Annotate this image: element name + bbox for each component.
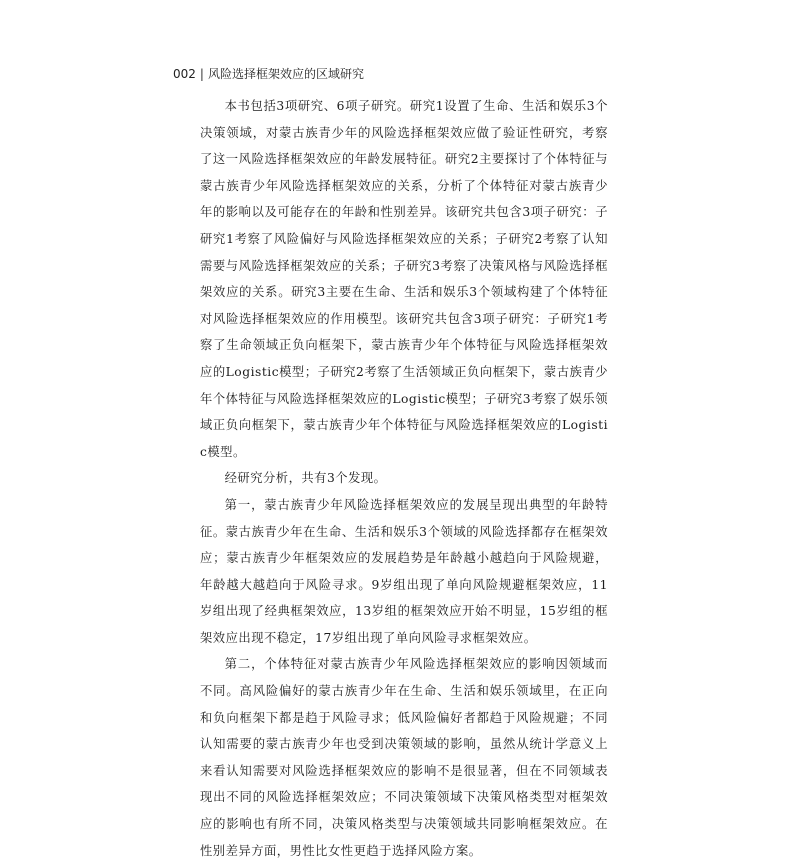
running-header — [173, 66, 364, 82]
paragraph-finding-2: 第二，个体特征对蒙古族青少年风险选择框架效应的影响因领域而不同。高风险偏好的蒙古族青少年在生命、生活和娱乐领域里，在正向和负向框架下都是趋于风险寻求；低风险偏好者都趋于风险规避；不同认知需要的蒙古族青少年也受到决策领域的影响，虽然从统计学意义上来看认知需要对风险选择框架效应的影响不是很显著，但在不同领域表现出不同的风险选择框架效应；不同决策领域下决策风格类型对框架效应的影响也有所不同，决策风格类型与决策领域共同影响框架效应。在性别差异方面，男性比女性更趋于选择风险方案。 — [200, 657, 608, 858]
body-text — [200, 93, 608, 864]
header-separator: | — [199, 67, 204, 81]
book-title: 风险选择框架效应的区域研究 — [207, 67, 364, 81]
paragraph-finding-1: 第一，蒙古族青少年风险选择框架效应的发展呈现出典型的年龄特征。蒙古族青少年在生命、生活和娱乐3个领域的风险选择都存在框架效应；蒙古族青少年框架效应的发展趋势是年龄越小越趋向于风险规避，年龄越大越趋向于风险寻求。9岁组出现了单向风险规避框架效应，11岁组出现了经典框架效应，13岁组的框架效应开始不明显，15岁组的框架效应出现不稳定，17岁组出现了单向风险寻求框架效应。 — [200, 497, 608, 645]
paragraph-overview: 本书包括3项研究、6项子研究。研究1设置了生命、生活和娱乐3个决策领域，对蒙古族青少年的风险选择框架效应做了验证性研究，考察了这一风险选择框架效应的年龄发展特征。研究2主要探讨了个体特征与蒙古族青少年风险选择框架效应的关系，分析了个体特征对蒙古族青少年的影响以及可能存在的年龄和性别差异。该研究共包含3项子研究：子研究1考察了风险偏好与风险选择框架效应的关系；子研究2考察了认知需要与风险选择框架效应的关系；子研究3考察了决策风格与风险选择框架效应的关系。研究3主要在生命、生活和娱乐3个领域构建了个体特征对风险选择框架效应的作用模型。该研究共包含3项子研究：子研究1考察了生命领域正负向框架下，蒙古族青少年个体特征与风险选择框架效应的Logistic模型；子研究2考察了生活领域正负向框架下，蒙古族青少年个体特征与风险选择框架效应的Logistic模型；子研究3考察了娱乐领域正负向框架下，蒙古族青少年个体特征与风险选择框架效应的Logistic模型。 — [200, 99, 608, 459]
paragraph-findings-intro: 经研究分析，共有3个发现。 — [224, 471, 387, 486]
page-number: 002 — [173, 67, 196, 81]
